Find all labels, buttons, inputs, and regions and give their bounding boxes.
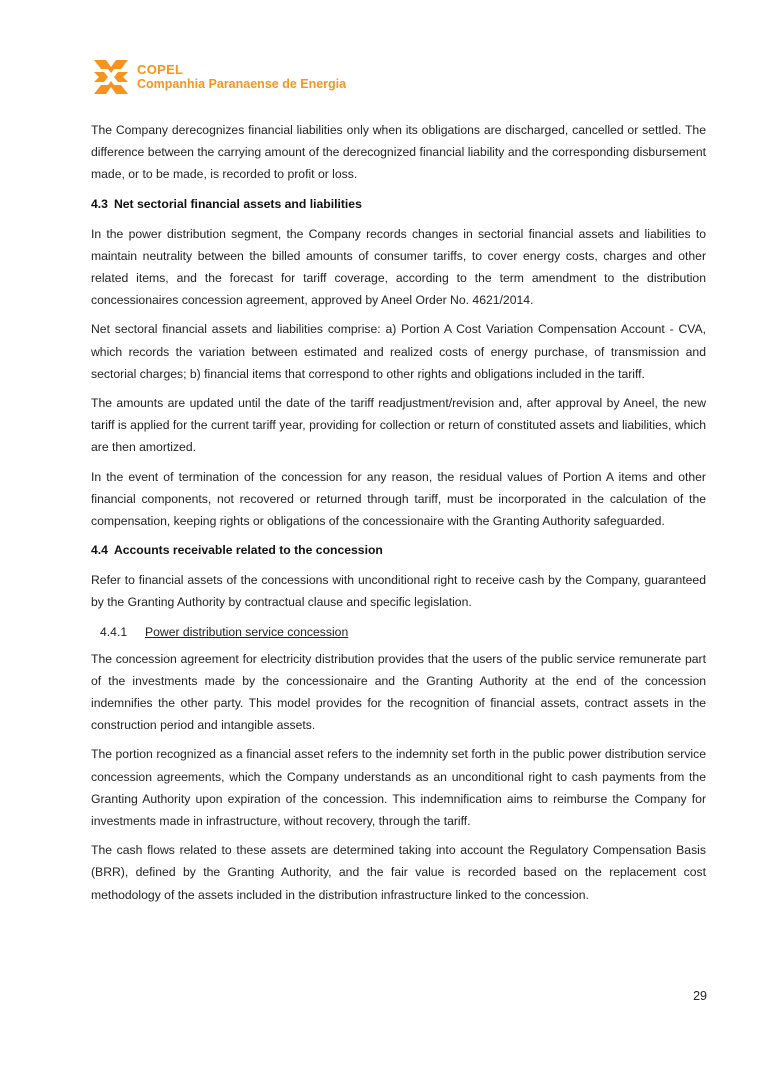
section-number: 4.4: [91, 543, 108, 558]
subsection-heading: [91, 621, 706, 643]
paragraph: Net sectoral financial assets and liabilities comprise: a) Portion A Cost Variation Compensation Account - CVA, which records the variation between estimated and realized costs of energy purchase, of transmission and sectorial charges; b) financial items that correspond to other rights and obligations included in the tariff.: [91, 322, 706, 381]
subsection-number: 4.4.1: [100, 624, 128, 639]
copel-logo-icon: [93, 59, 129, 95]
document-body: [91, 119, 706, 913]
company-full-name: Companhia Paranaense de Energia: [137, 77, 347, 91]
paragraph: In the power distribution segment, the Company records changes in sectorial financial assets and liabilities to maintain neutrality between the billed amounts of consumer tariffs, to cover energy costs, charges and other related items, and the forecast for tariff coverage, according to the term amendment to the distribution concessionaires concession agreement, approved by Aneel Order No. 4621/2014.: [91, 226, 706, 308]
paragraph: The cash flows related to these assets are determined taking into account the Regulatory Compensation Basis (BRR), defined by the Granting Authority, and the fair value is recorded based on the replacement cost methodology of the assets included in the distribution infrastructure linked to the concession.: [91, 843, 706, 902]
subsection-title: Power distribution service concession: [145, 624, 349, 639]
section-title: Accounts receivable related to the concession: [113, 543, 383, 558]
section-title: Net sectorial financial assets and liabilities: [113, 196, 362, 211]
section-heading: [91, 193, 706, 215]
paragraph: Refer to financial assets of the concessions with unconditional right to receive cash by the Company, guaranteed by the Granting Authority by contractual clause and specific legislation.: [91, 573, 706, 610]
paragraph: The amounts are updated until the date of the tariff readjustment/revision and, after approval by Aneel, the new tariff is applied for the current tariff year, providing for collection or return of constituted assets and liabilities, which are then amortized.: [91, 396, 706, 455]
paragraph: In the event of termination of the concession for any reason, the residual values of Portion A items and other financial components, not recovered or returned through tariff, must be incorporated in the calculation of the compensation, keeping rights or obligations of the concessionaire with the Granting Authority safeguarded.: [91, 469, 706, 529]
section-number: 4.3: [91, 196, 108, 211]
paragraph: The concession agreement for electricity distribution provides that the users of the public service remunerate part of the investments made by the concessionaire and the Granting Authority at the end of the concession indemnifies the other party. This model provides for the recognition of financial assets, contract assets in the construction period and intangible assets.: [91, 651, 706, 733]
company-short-name: COPEL: [137, 62, 184, 77]
section-heading: [91, 539, 706, 561]
paragraph: The portion recognized as a financial asset refers to the indemnity set forth in the public power distribution service concession agreements, which the Company understands as an unconditional right to cash payments from the Granting Authority upon expiration of the concession. This indemnification aims to reimburse the Company for investments made in infrastructure, without recovery, through the tariff.: [91, 747, 706, 829]
paragraph: The Company derecognizes financial liabilities only when its obligations are discharged, cancelled or settled. The difference between the carrying amount of the derecognized financial liability and the corresponding disbursement made, or to be made, is recorded to profit or loss.: [91, 123, 706, 182]
company-logo-text: [137, 63, 346, 91]
page-number: 29: [693, 989, 707, 1003]
